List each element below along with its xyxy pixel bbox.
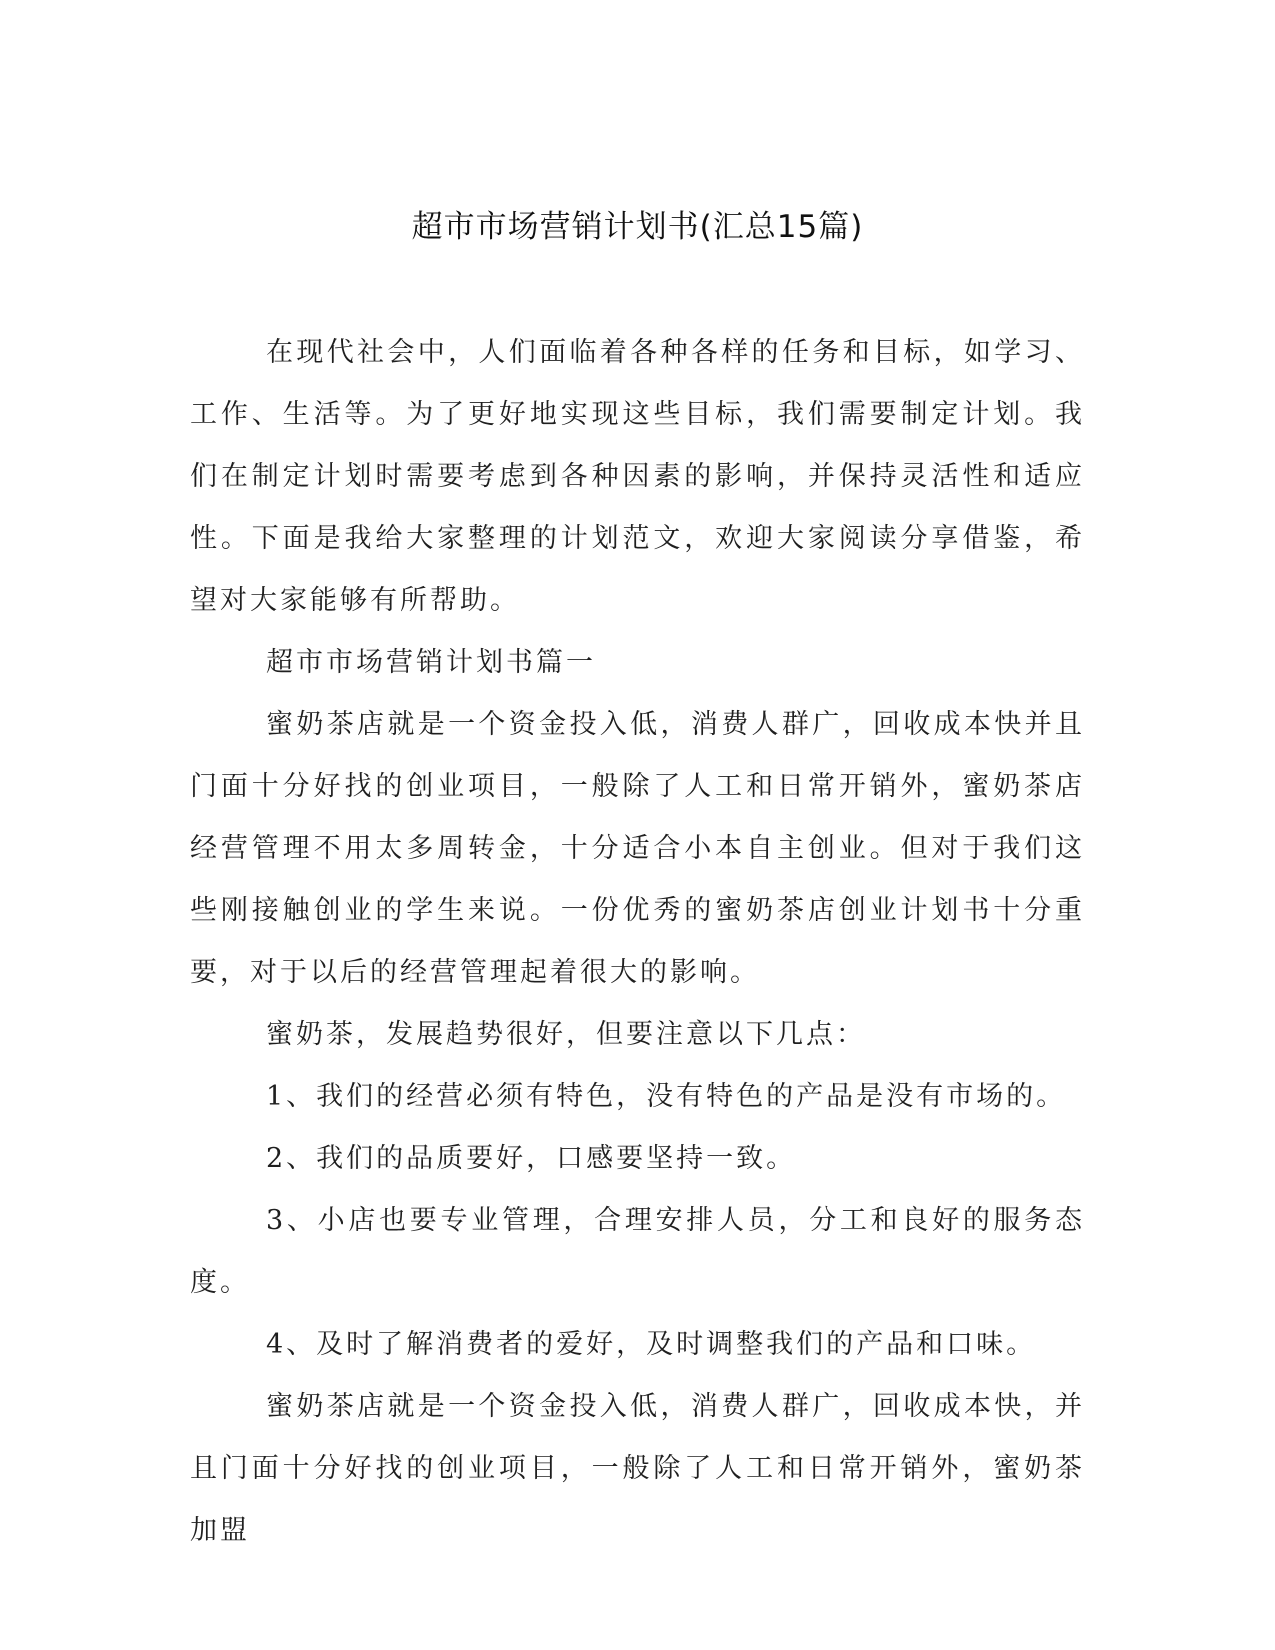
section-heading: 超市市场营销计划书篇一 [266, 647, 596, 678]
document-body [190, 322, 1085, 1562]
list-item: 2、我们的品质要好，口感要坚持一致。 [266, 1143, 797, 1174]
list-item: 1、我们的经营必须有特色，没有特色的产品是没有市场的。 [266, 1081, 1067, 1112]
body-paragraph: 蜜奶茶店就是一个资金投入低，消费人群广，回收成本快，并且门面十分好找的创业项目，一般除了人工和日常开销外，蜜奶茶加盟 [190, 1391, 1085, 1546]
body-paragraph: 蜜奶茶，发展趋势很好，但要注意以下几点： [266, 1019, 866, 1050]
document-title: 超市市场营销计划书(汇总15篇) [411, 209, 864, 245]
body-paragraph: 蜜奶茶店就是一个资金投入低，消费人群广，回收成本快并且门面十分好找的创业项目，一般除了人工和日常开销外，蜜奶茶店经营管理不用太多周转金，十分适合小本自主创业。但对于我们这些刚接触创业的学生来说。一份优秀的蜜奶茶店创业计划书十分重要，对于以后的经营管理起着很大的影响。 [190, 709, 1085, 988]
intro-paragraph: 在现代社会中，人们面临着各种各样的任务和目标，如学习、工作、生活等。为了更好地实现这些目标，我们需要制定计划。我们在制定计划时需要考虑到各种因素的影响，并保持灵活性和适应性。下面是我给大家整理的计划范文，欢迎大家阅读分享借鉴，希望对大家能够有所帮助。 [190, 337, 1085, 616]
list-item: 4、及时了解消费者的爱好，及时调整我们的产品和口味。 [266, 1329, 1037, 1360]
list-item: 3、小店也要专业管理，合理安排人员，分工和良好的服务态度。 [190, 1205, 1085, 1298]
